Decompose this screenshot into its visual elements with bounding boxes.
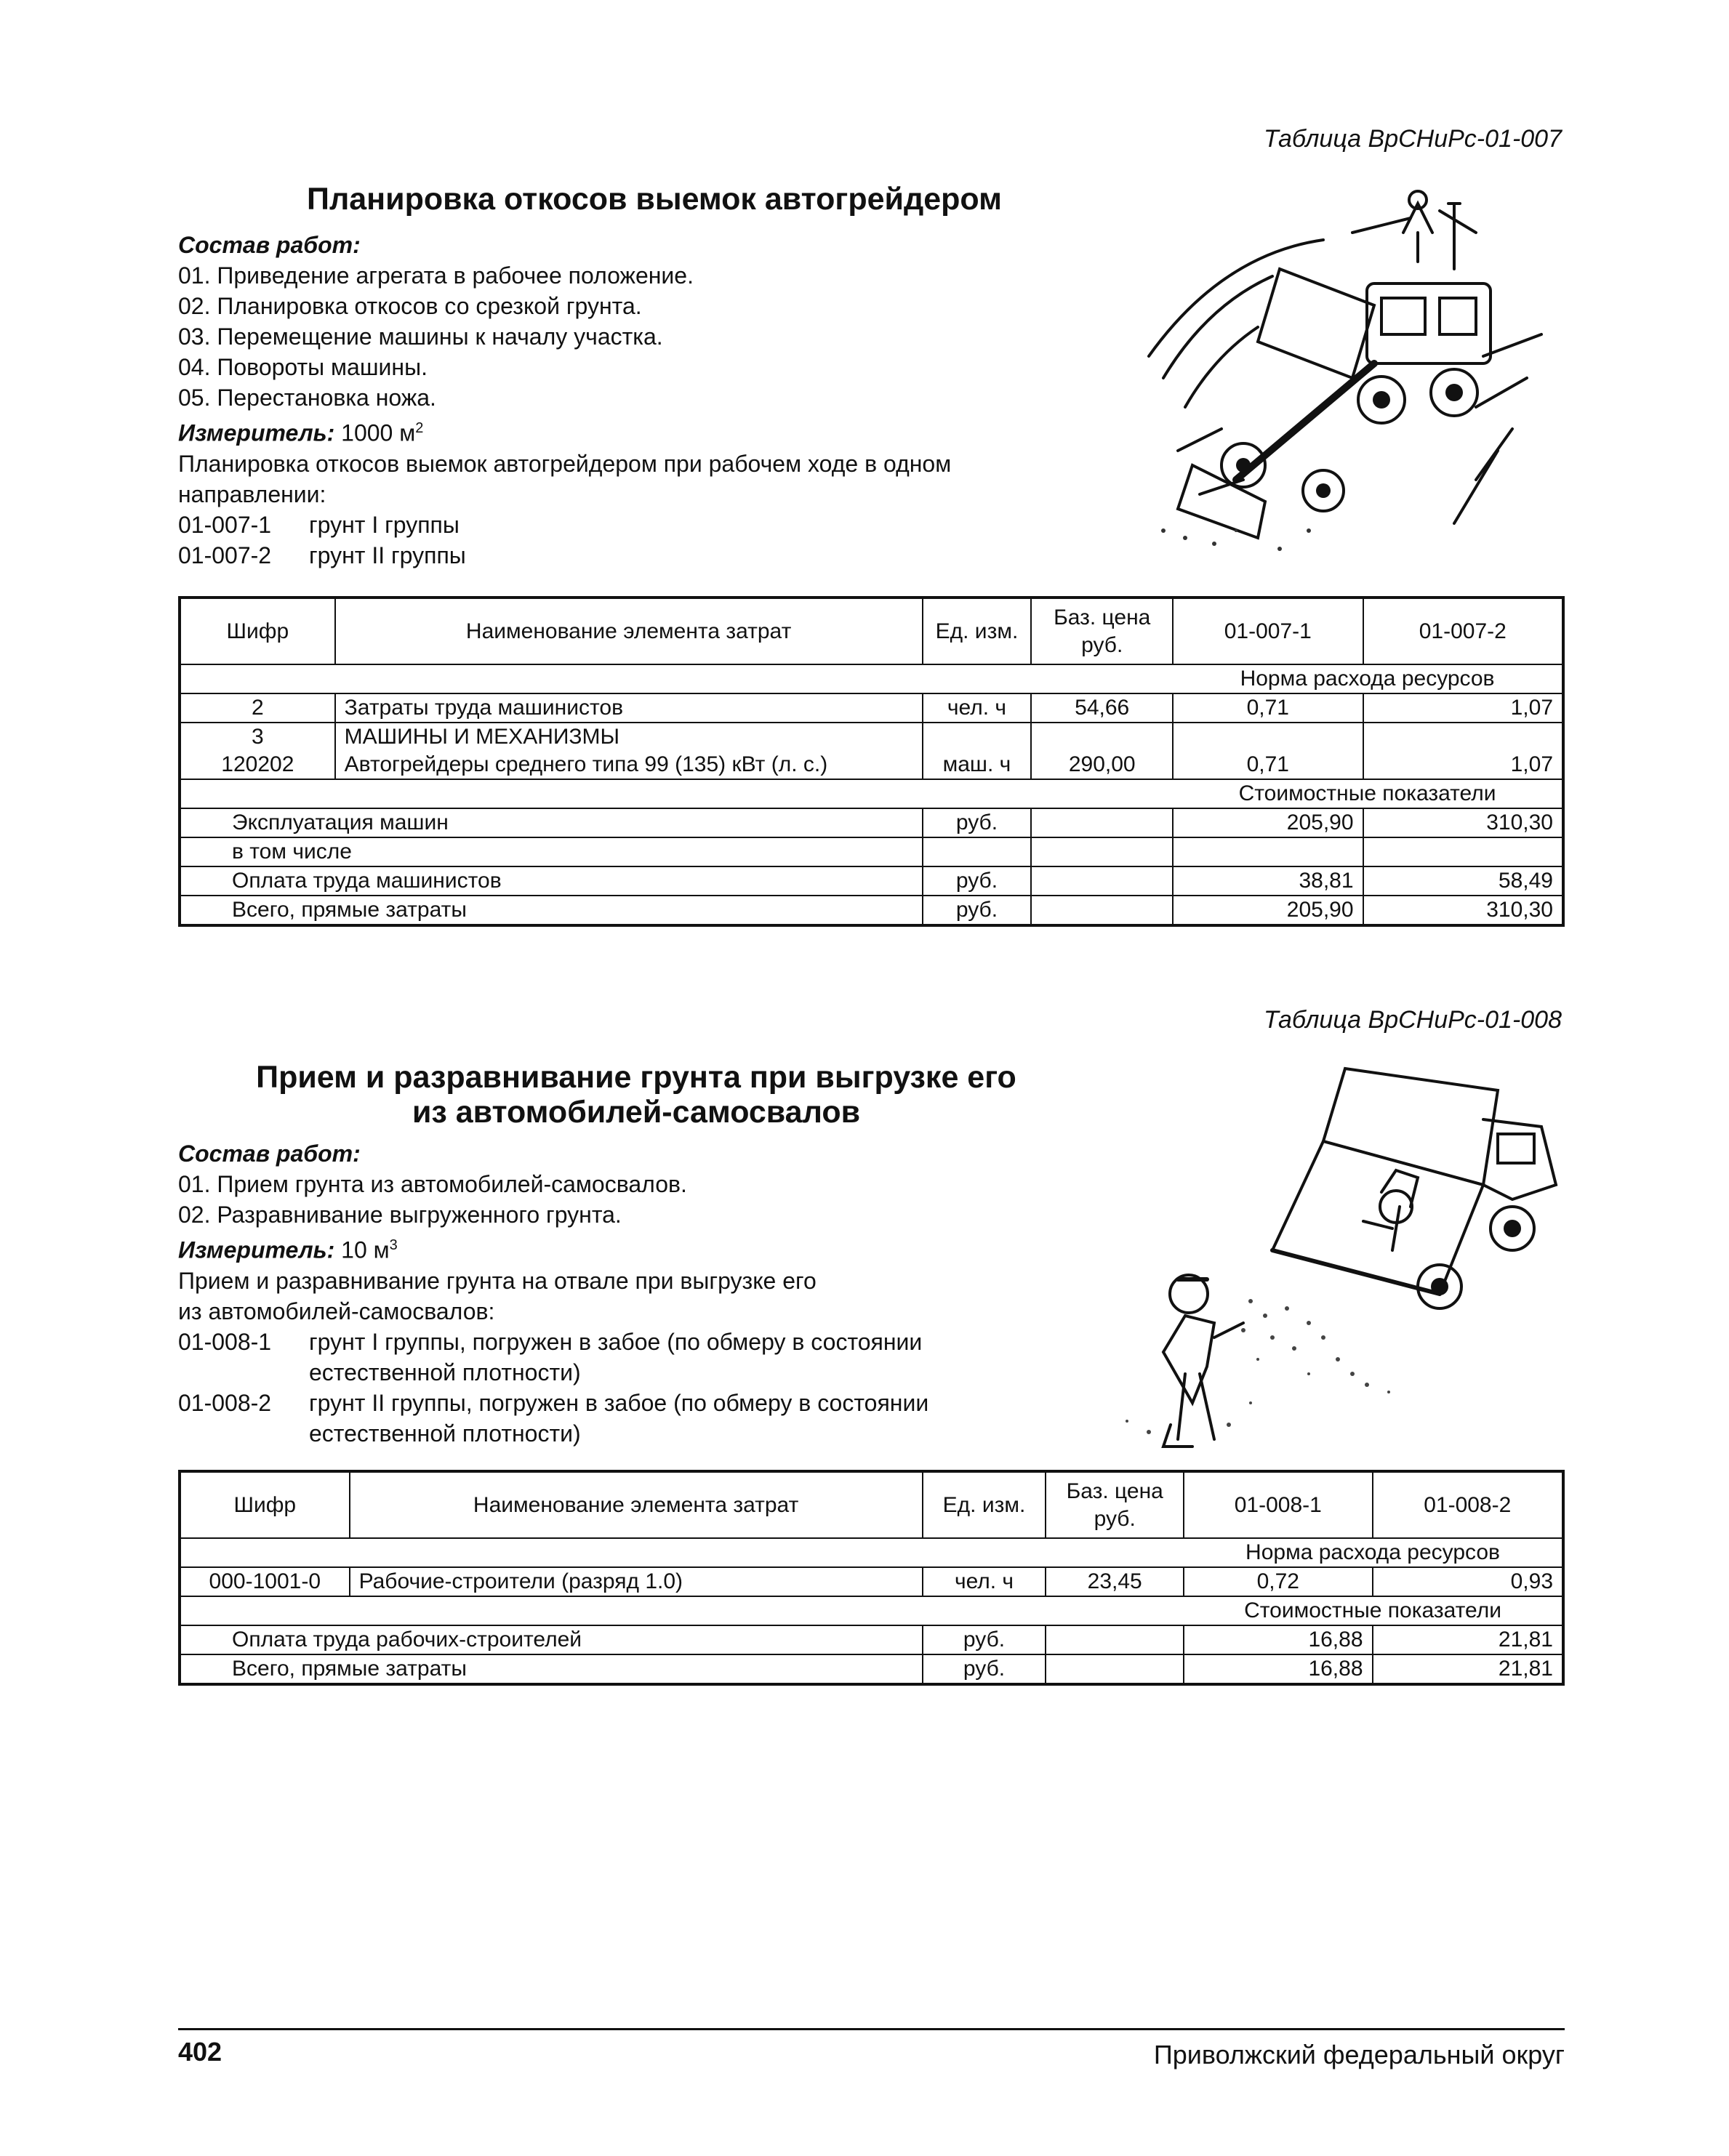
row-value-2: 1,07 xyxy=(1363,751,1563,779)
cost-label: Стоимостные показатели xyxy=(1184,1596,1563,1625)
norm-label-row xyxy=(180,1538,1563,1567)
work-composition-008 xyxy=(178,1138,1058,1449)
row-name: Автогрейдеры среднего типа 99 (135) кВт (л. с.) xyxy=(335,751,923,779)
row-value-1: 0,71 xyxy=(1173,693,1363,723)
cost-value-1: 205,90 xyxy=(1173,896,1363,925)
cost-name: Оплата труда машинистов xyxy=(180,866,923,896)
row-value-2: 1,07 xyxy=(1363,693,1563,723)
row-unit: чел. ч xyxy=(923,1567,1046,1596)
table-reference-007: Таблица ВрСНиРс-01-007 xyxy=(1263,125,1562,153)
measure-value: 1000 м xyxy=(341,419,416,446)
norm-label: Норма расхода ресурсов xyxy=(1173,664,1563,693)
cost-value-2: 58,49 xyxy=(1363,866,1563,896)
cost-row xyxy=(180,1625,1563,1654)
cost-name: Всего, прямые затраты xyxy=(180,1654,923,1684)
cost-unit: руб. xyxy=(923,866,1032,896)
title-line: Прием и разравнивание грунта при выгрузке его xyxy=(256,1060,1016,1095)
table-row xyxy=(180,751,1563,779)
cost-row xyxy=(180,808,1563,837)
row-price: 23,45 xyxy=(1046,1567,1184,1596)
measure-label: Измеритель: xyxy=(178,1236,335,1263)
header-variant-2: 01-007-2 xyxy=(1363,598,1563,664)
resource-table-007 xyxy=(178,596,1565,927)
cost-row xyxy=(180,1654,1563,1684)
row-code: 000-1001-0 xyxy=(180,1567,350,1596)
row-name: Рабочие-строители (разряд 1.0) xyxy=(350,1567,923,1596)
row-name: МАШИНЫ И МЕХАНИЗМЫ xyxy=(335,723,923,751)
header-code: Шифр xyxy=(180,598,335,664)
norm-label-row xyxy=(180,664,1563,693)
row-unit: маш. ч xyxy=(923,751,1032,779)
cost-row xyxy=(180,896,1563,925)
variant-code: 01-007-1 xyxy=(178,511,272,538)
variant-item xyxy=(178,510,1123,540)
footer-divider xyxy=(178,2028,1565,2030)
cost-value-2: 21,81 xyxy=(1373,1625,1563,1654)
row-value-1: 0,72 xyxy=(1184,1567,1372,1596)
header-variant-1: 01-007-1 xyxy=(1173,598,1363,664)
row-price: 54,66 xyxy=(1031,693,1173,723)
dump-truck-illustration xyxy=(1105,1061,1570,1454)
variant-desc: грунт I группы xyxy=(309,511,460,538)
work-composition-007 xyxy=(178,230,1123,571)
measure-line xyxy=(178,413,1123,449)
cost-unit: руб. xyxy=(923,1654,1046,1684)
header-code: Шифр xyxy=(180,1471,350,1538)
cost-label-row xyxy=(180,779,1563,808)
cost-unit: руб. xyxy=(923,808,1032,837)
work-step: 05. Перестановка ножа. xyxy=(178,385,436,411)
header-price: Баз. цена руб. xyxy=(1046,1471,1184,1538)
row-code: 3 xyxy=(180,723,335,751)
cost-unit: руб. xyxy=(923,896,1032,925)
variant-desc: грунт I группы, погружен в забое (по обмеру в состоянии естественной плотности) xyxy=(309,1328,923,1385)
measure-sup: 2 xyxy=(415,420,424,436)
section-title-008 xyxy=(182,1060,1091,1130)
work-label: Состав работ: xyxy=(178,1141,361,1167)
table-reference-008: Таблица ВрСНиРс-01-008 xyxy=(1263,1006,1562,1034)
header-variant-2: 01-008-2 xyxy=(1373,1471,1563,1538)
row-value-1: 0,71 xyxy=(1173,751,1363,779)
row-code: 120202 xyxy=(180,751,335,779)
cost-value-2: 310,30 xyxy=(1363,896,1563,925)
header-price: Баз. цена руб. xyxy=(1031,598,1173,664)
variant-item xyxy=(178,1327,1058,1388)
variant-item xyxy=(178,540,1123,571)
work-step: 01. Прием грунта из автомобилей-самосвалов. xyxy=(178,1171,687,1197)
cost-row xyxy=(180,837,1563,866)
header-name: Наименование элемента затрат xyxy=(335,598,923,664)
measure-value: 10 м xyxy=(341,1236,390,1263)
cost-label-row xyxy=(180,1596,1563,1625)
norm-label: Норма расхода ресурсов xyxy=(1184,1538,1563,1567)
variant-code: 01-008-1 xyxy=(178,1328,272,1355)
cost-value-1: 16,88 xyxy=(1184,1654,1372,1684)
cost-value-2: 21,81 xyxy=(1373,1654,1563,1684)
row-unit: чел. ч xyxy=(923,693,1032,723)
variant-desc: грунт II группы xyxy=(309,542,466,568)
footer-region: Приволжский федеральный округ xyxy=(1153,2040,1565,2069)
cost-row xyxy=(180,866,1563,896)
header-name: Наименование элемента затрат xyxy=(350,1471,923,1538)
table-row xyxy=(180,1567,1563,1596)
work-step: 03. Перемещение машины к началу участка. xyxy=(178,323,663,350)
cost-value-2: 310,30 xyxy=(1363,808,1563,837)
table-row xyxy=(180,693,1563,723)
variant-desc: грунт II группы, погружен в забое (по обмеру в состоянии естественной плотности) xyxy=(309,1389,929,1447)
cost-name: Оплата труда рабочих-строителей xyxy=(180,1625,923,1654)
header-unit: Ед. изм. xyxy=(923,1471,1046,1538)
variant-item xyxy=(178,1388,1058,1449)
cost-name: Эксплуатация машин xyxy=(180,808,923,837)
cost-value-1: 38,81 xyxy=(1173,866,1363,896)
cost-label: Стоимостные показатели xyxy=(1173,779,1563,808)
measure-line xyxy=(178,1230,1058,1266)
work-label: Состав работ: xyxy=(178,232,361,258)
table-header-row xyxy=(180,1471,1563,1538)
work-step: 04. Повороты машины. xyxy=(178,354,428,380)
cost-name: в том числе xyxy=(180,837,923,866)
row-price: 290,00 xyxy=(1031,751,1173,779)
header-variant-1: 01-008-1 xyxy=(1184,1471,1372,1538)
measure-description: из автомобилей-самосвалов: xyxy=(178,1298,495,1324)
table-row xyxy=(180,723,1563,751)
variant-code: 01-007-2 xyxy=(178,542,272,568)
table-header-row xyxy=(180,598,1563,664)
motor-grader-illustration xyxy=(1134,189,1570,560)
row-name: Затраты труда машинистов xyxy=(335,693,923,723)
work-step: 02. Разравнивание выгруженного грунта. xyxy=(178,1202,622,1228)
variant-code: 01-008-2 xyxy=(178,1389,272,1416)
work-step: 02. Планировка откосов со срезкой грунта. xyxy=(178,293,642,319)
header-unit: Ед. изм. xyxy=(923,598,1032,664)
measure-label: Измеритель: xyxy=(178,419,335,446)
resource-table-008 xyxy=(178,1470,1565,1686)
row-value-2: 0,93 xyxy=(1373,1567,1563,1596)
measure-description: Планировка откосов выемок автогрейдером при рабочем ходе в одном направлении: xyxy=(178,450,952,507)
work-step: 01. Приведение агрегата в рабочее положение. xyxy=(178,262,694,289)
page-number: 402 xyxy=(178,2037,222,2067)
cost-name: Всего, прямые затраты xyxy=(180,896,923,925)
cost-unit: руб. xyxy=(923,1625,1046,1654)
title-line: из автомобилей-самосвалов xyxy=(412,1095,861,1130)
row-code: 2 xyxy=(180,693,335,723)
measure-sup: 3 xyxy=(389,1237,398,1253)
section-title-007: Планировка откосов выемок автогрейдером xyxy=(307,182,1002,217)
measure-description: Прием и разравнивание грунта на отвале при выгрузке его xyxy=(178,1267,817,1294)
cost-value-1: 16,88 xyxy=(1184,1625,1372,1654)
cost-value-1: 205,90 xyxy=(1173,808,1363,837)
